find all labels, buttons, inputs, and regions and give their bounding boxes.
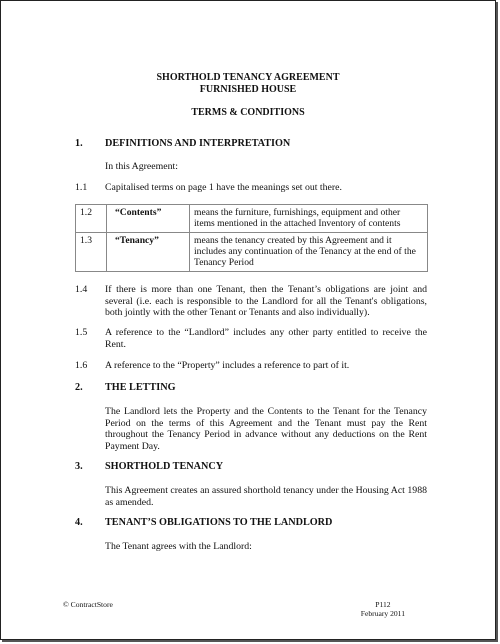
section-title: THE LETTING [105, 382, 176, 393]
clause-text: A reference to the “Landlord” includes any other party entitled to receive the Rent. [105, 327, 427, 350]
section-1-intro: In this Agreement: [105, 161, 178, 172]
document-subtitle: FURNISHED HOUSE [199, 84, 297, 95]
section-number: 3. [75, 461, 83, 472]
clause-text: A reference to the “Property” includes a reference to part of it. [105, 360, 350, 371]
section-4-text: The Tenant agrees with the Landlord: [105, 541, 252, 552]
definitions-table [75, 204, 428, 272]
clause-1-1 [75, 182, 427, 194]
definition-term: “Contents” [107, 205, 190, 233]
section-number: 2. [75, 382, 83, 393]
section-title: SHORTHOLD TENANCY [105, 461, 224, 472]
definition-meaning: means the tenancy created by this Agreement and it includes any continuation of the Tenancy at the end of the Tenancy Period [190, 233, 428, 272]
clause-number: 1.1 [75, 182, 88, 193]
terms-heading: TERMS & CONDITIONS [191, 107, 305, 118]
clause-number: 1.5 [75, 327, 88, 338]
footer-code: P112 [375, 600, 391, 609]
section-title: TENANT’S OBLIGATIONS TO THE LANDLORD [105, 517, 333, 528]
section-number: 4. [75, 517, 83, 528]
section-number: 1. [75, 138, 83, 149]
clause-text: Capitalised terms on page 1 have the meanings set out there. [105, 182, 342, 193]
footer-date: February 2011 [360, 609, 405, 618]
document-title: SHORTHOLD TENANCY AGREEMENT [156, 72, 340, 83]
table-row [76, 233, 428, 272]
clause-1-6 [75, 360, 427, 372]
definition-number: 1.2 [76, 205, 107, 233]
footer-copyright: © ContractStore [63, 600, 113, 609]
clause-1-4 [75, 284, 427, 319]
definition-term: “Tenancy” [107, 233, 190, 272]
table-row [76, 205, 428, 233]
clause-number: 1.4 [75, 284, 88, 295]
clause-number: 1.6 [75, 360, 88, 371]
footer-reference [361, 600, 405, 618]
section-title: DEFINITIONS AND INTERPRETATION [105, 138, 291, 149]
clause-text: If there is more than one Tenant, then the Tenant’s obligations are joint and several (i.e. each is responsible to the Landlord for all the Tenant's obligations, both jointly with the other Tenant or Tenants and also individually). [105, 284, 427, 319]
definition-meaning: means the furniture, furnishings, equipment and other items mentioned in the attached Inventory of contents [190, 205, 428, 233]
section-3-text: This Agreement creates an assured shorthold tenancy under the Housing Act 1988 as amended. [105, 485, 427, 508]
definition-number: 1.3 [76, 233, 107, 272]
section-2-text: The Landlord lets the Property and the Contents to the Tenant for the Tenancy Period on the terms of this Agreement and the Tenant must pay the Rent throughout the Tenancy Period in advance without any deductions on the Rent Payment Day. [105, 406, 427, 452]
clause-1-5 [75, 327, 427, 350]
